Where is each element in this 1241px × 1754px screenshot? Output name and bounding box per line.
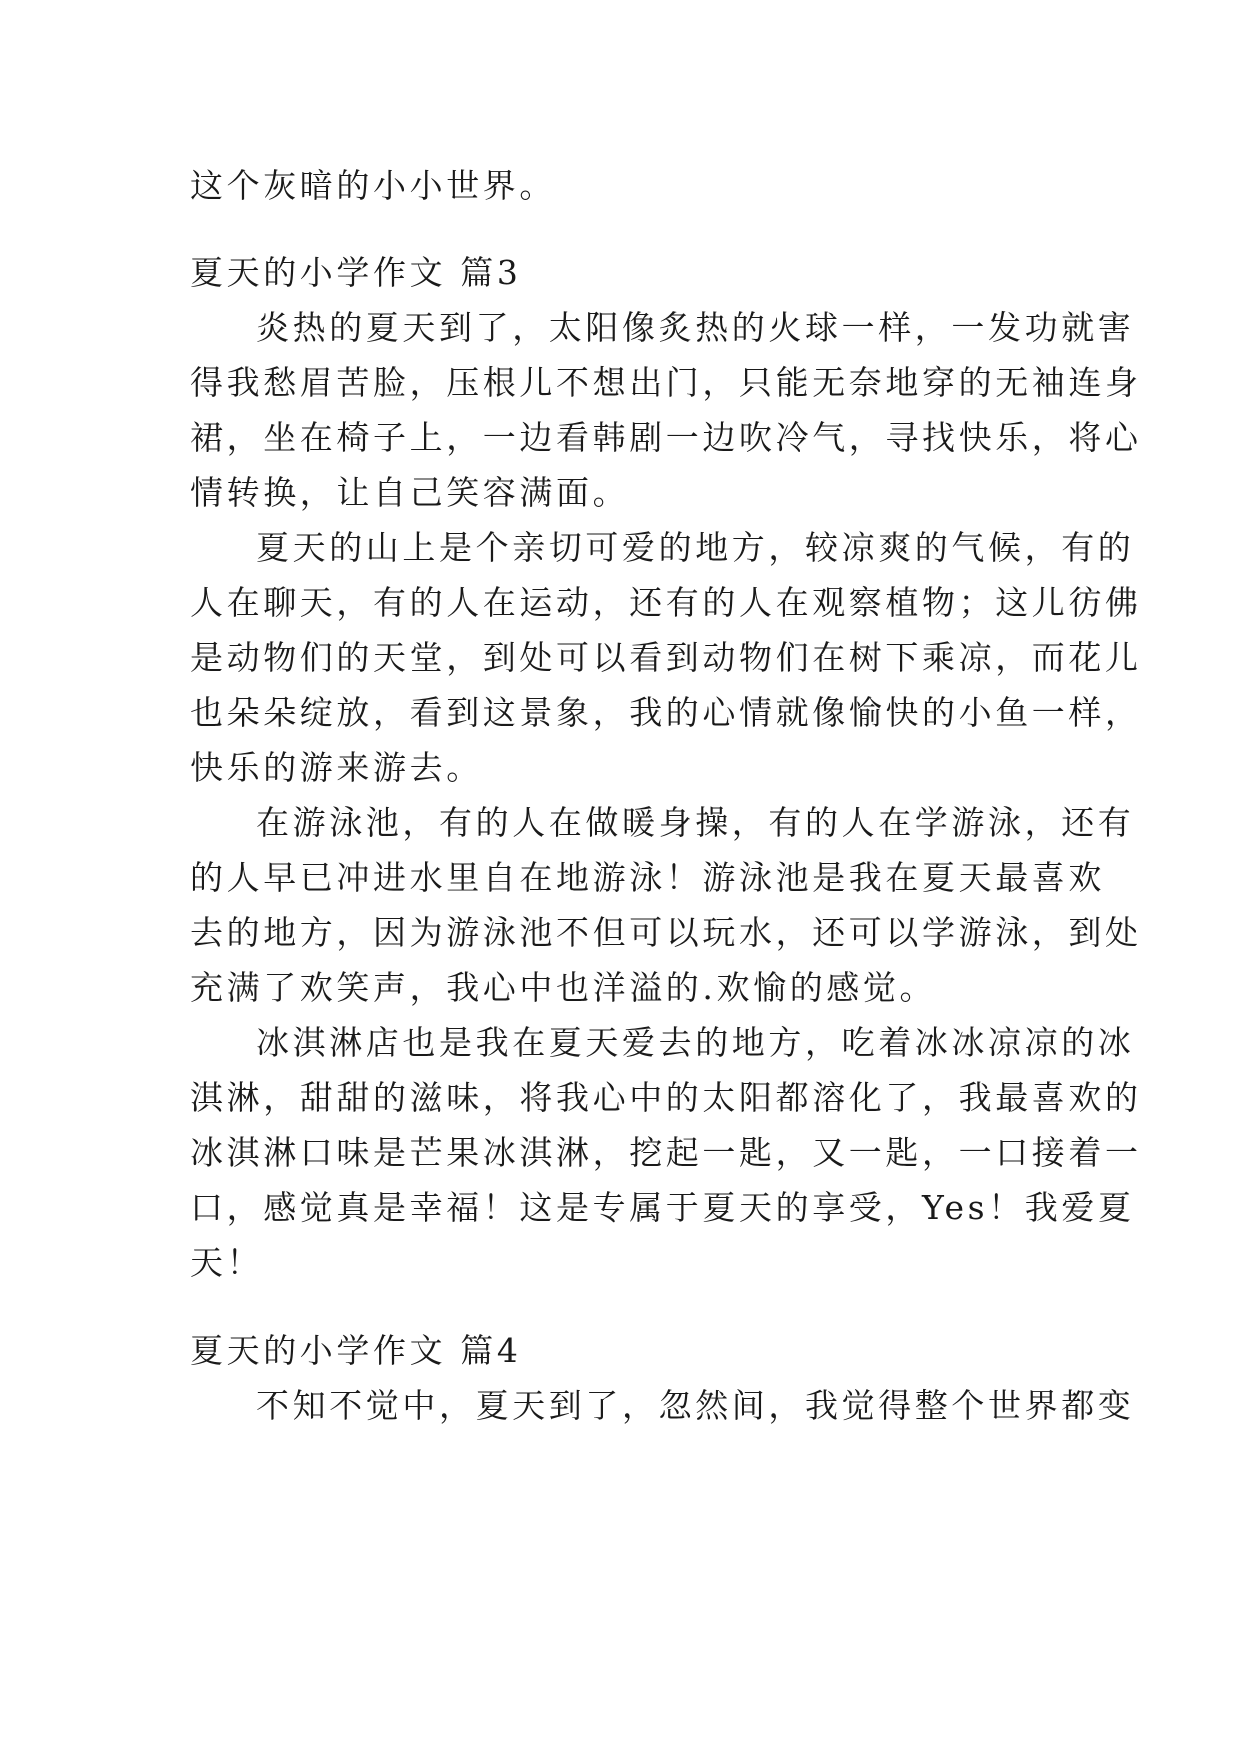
text-line: 快乐的游来游去。 [190, 748, 483, 787]
paragraph-first-line: 夏天的山上是个亲切可爱的地方，较凉爽的气候，有的 [256, 528, 1135, 567]
text-line: 人在聊天，有的人在运动，还有的人在观察植物；这儿彷佛 [190, 583, 1142, 622]
text-line: 去的地方，因为游泳池不但可以玩水，还可以学游泳，到处 [190, 913, 1142, 952]
paragraph-first-line: 冰淇淋店也是我在夏天爱去的地方，吃着冰冰凉凉的冰 [256, 1023, 1135, 1062]
text-line: 是动物们的天堂，到处可以看到动物们在树下乘凉，而花儿 [190, 638, 1142, 677]
text-line: 也朵朵绽放，看到这景象，我的心情就像愉快的小鱼一样， [190, 693, 1142, 732]
text-line: 情转换，让自己笑容满面。 [190, 473, 630, 512]
text-line: 这个灰暗的小小世界。 [190, 166, 556, 205]
text-line: 口，感觉真是幸福！这是专属于夏天的享受，Yes！我爱夏 [190, 1188, 1135, 1227]
text-line: 得我愁眉苦脸，压根儿不想出门，只能无奈地穿的无袖连身 [190, 363, 1142, 402]
text-line: 裙，坐在椅子上，一边看韩剧一边吹冷气，寻找快乐，将心 [190, 418, 1142, 457]
paragraph-first-line: 不知不觉中，夏天到了，忽然间，我觉得整个世界都变 [256, 1386, 1135, 1425]
text-line: 的人早已冲进水里自在地游泳！游泳池是我在夏天最喜欢 [190, 858, 1105, 897]
text-line: 充满了欢笑声，我心中也洋溢的.欢愉的感觉。 [190, 968, 937, 1007]
section-heading: 夏天的小学作文 篇4 [190, 1331, 522, 1370]
text-line: 淇淋，甜甜的滋味，将我心中的太阳都溶化了，我最喜欢的 [190, 1078, 1142, 1117]
paragraph-first-line: 炎热的夏天到了，太阳像炙热的火球一样，一发功就害 [256, 308, 1135, 347]
text-line: 冰淇淋口味是芒果冰淇淋，挖起一匙，又一匙，一口接着一 [190, 1133, 1142, 1172]
section-heading: 夏天的小学作文 篇3 [190, 253, 522, 292]
text-line: 天！ [190, 1243, 264, 1282]
paragraph-first-line: 在游泳池，有的人在做暖身操，有的人在学游泳，还有 [256, 803, 1135, 842]
